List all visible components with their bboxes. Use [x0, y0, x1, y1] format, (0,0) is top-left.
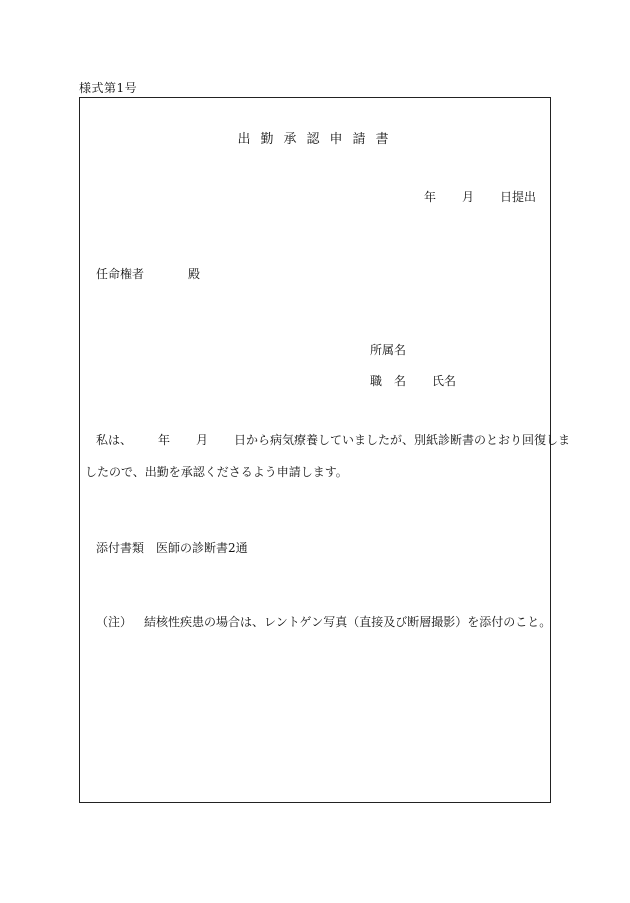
appointing-authority-label: 任命権者	[96, 267, 145, 281]
submission-date-line	[424, 188, 536, 205]
position-name-line	[370, 372, 456, 389]
date-year-label: 年	[423, 190, 436, 204]
body-text-line-2: したので、出勤を承認くださるよう申請します。	[85, 465, 348, 479]
date-month-label: 月	[461, 190, 474, 204]
body-year-label: 年	[158, 433, 171, 447]
attachments-line	[96, 539, 248, 556]
note-line	[96, 613, 551, 630]
addressee-line	[96, 265, 200, 282]
form-title: 出勤承認申請書	[237, 132, 399, 147]
body-prefix: 私は、	[96, 433, 133, 447]
body-month-label: 月	[196, 433, 209, 447]
attachments-label: 添付書類	[96, 541, 145, 555]
application-form-frame	[79, 97, 571, 803]
body-text-line-1	[96, 431, 570, 448]
position-label: 職 名	[370, 374, 407, 388]
affiliation-label: 所属名	[370, 343, 407, 357]
honorific-label: 殿	[188, 267, 201, 281]
form-number: 様式第1号	[79, 81, 138, 95]
body-suffix: 日から病気療養していましたが、別紙診断書のとおり回復しま	[234, 433, 571, 447]
name-label: 氏名	[432, 374, 457, 388]
attachments-value: 医師の診断書2通	[156, 541, 248, 555]
note-text: 結核性疾患の場合は、レントゲン写真（直接及び断層撮影）を添付のこと。	[144, 615, 552, 629]
note-label: （注）	[96, 615, 133, 629]
date-day-submitted-label: 日提出	[499, 190, 536, 204]
